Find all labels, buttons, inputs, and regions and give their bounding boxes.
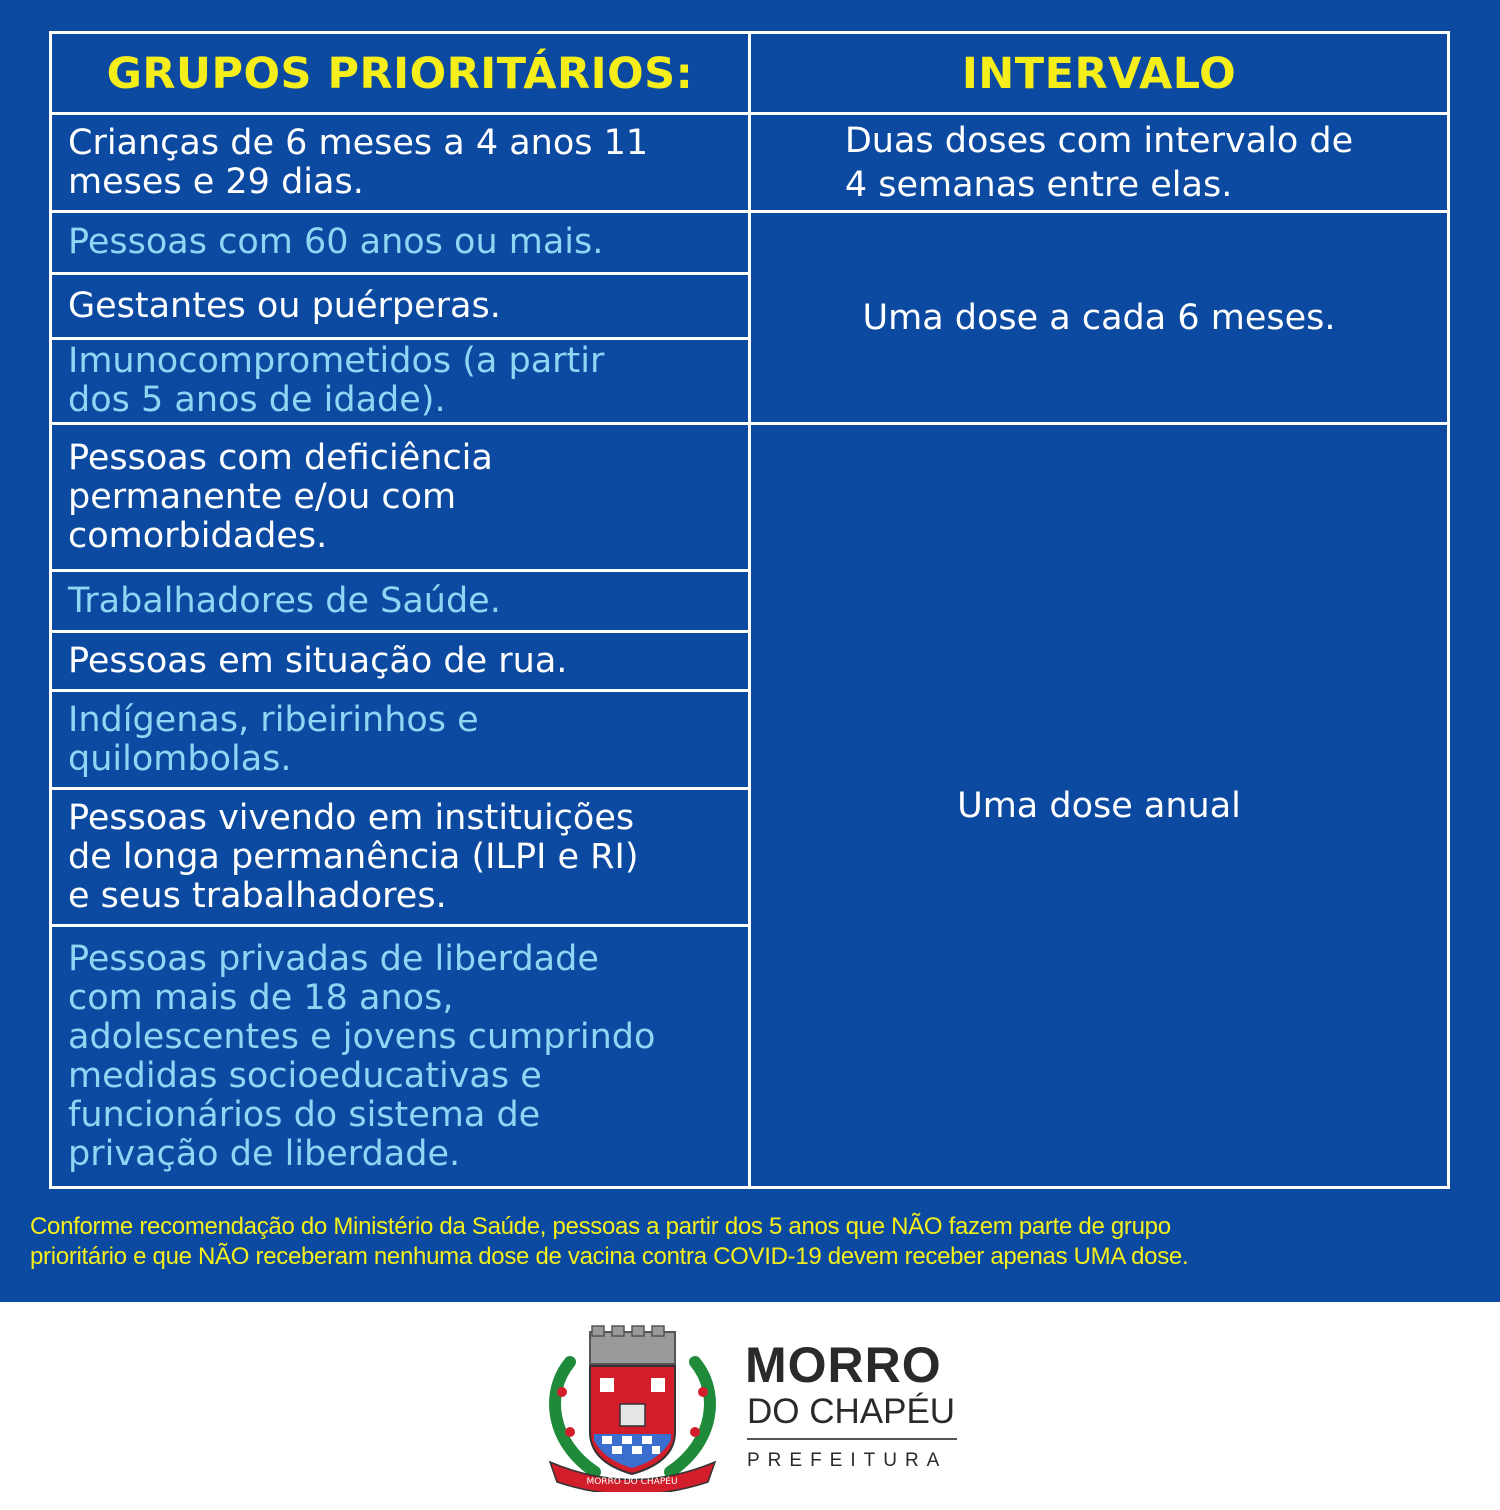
group-cell: Pessoas vivendo em instituições de longa permanência (ILPI e RI) e seus trabalhadores. [68,797,639,916]
group-cell: Imunocomprometidos (a partir dos 5 anos de idade). [68,341,605,420]
header-groups: GRUPOS PRIORITÁRIOS: [106,48,694,99]
group-cell: Indígenas, ribeirinhos e quilombolas. [68,699,479,779]
group-cell: Pessoas com deficiência permanente e/ou com comorbidades. [68,437,493,556]
brand-line-2: DO CHAPÉU [747,1392,956,1431]
brand-line-3: PREFEITURA [747,1450,948,1471]
group-cell: Trabalhadores de Saúde. [68,580,501,621]
prefeitura-logo [540,1322,970,1492]
brand-line-1: MORRO [745,1337,942,1393]
coat-of-arms-icon [540,1322,725,1492]
brand-divider [747,1438,957,1440]
group-cell: Pessoas com 60 anos ou mais. [68,222,604,262]
group-cell: Gestantes ou puérperas. [68,285,501,326]
header-interval: INTERVALO [961,48,1237,99]
group-cell: Pessoas em situação de rua. [68,640,568,681]
svg-text:MORRO DO CHAPÉU: MORRO DO CHAPÉU [586,1477,678,1487]
footnote: Conforme recomendação do Ministério da Saúde, pessoas a partir dos 5 anos que NÃO fazem parte de grupo prioritário e que NÃO receberam nenhuma dose de vacina contra COVID-19 devem receber apenas UMA dose. [30,1213,1189,1270]
group-cell: Pessoas privadas de liberdade com mais de 18 anos, adolescentes e jovens cumprindo medidas socioeducativas e funcionários do sistema de privação de liberdade. [68,938,656,1174]
interval-cell: Uma dose a cada 6 meses. [862,297,1336,338]
interval-cell: Uma dose anual [957,785,1241,826]
interval-cell: Duas doses com intervalo de 4 semanas entre elas. [844,120,1354,205]
group-cell: Crianças de 6 meses a 4 anos 11 meses e 29 dias. [68,122,649,202]
